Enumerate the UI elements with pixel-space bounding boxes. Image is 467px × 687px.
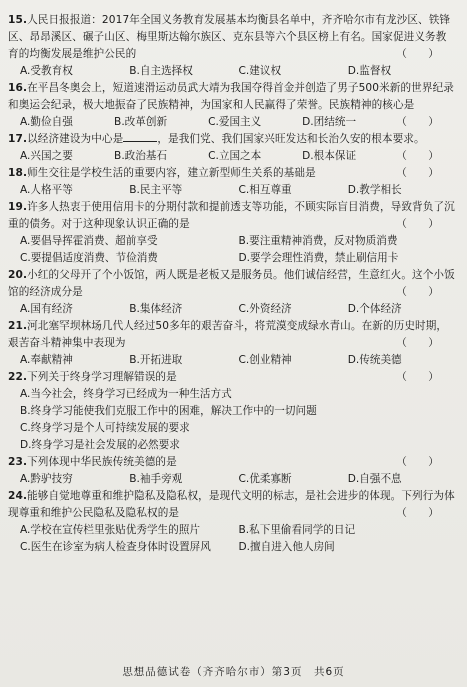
options	[8, 114, 396, 131]
answer-paren: （ ）	[396, 167, 439, 179]
option-a: A.勤俭自强	[20, 116, 73, 128]
option-a: A.当今社会，终身学习已经成为一种生活方式	[20, 388, 232, 400]
question-21	[8, 318, 457, 369]
question-19-stem: 19.许多人热衷于使用信用卡的分期付款和提前透支等功能，不顾实际盲目消费，导致背负了沉重的债务。对于这种现象认识正确的是 （ ）	[8, 199, 457, 233]
answer-paren: （ ）	[396, 337, 439, 349]
option-c: C.要提倡适度消费、节俭消费	[20, 252, 158, 264]
question-number: 17.	[8, 133, 28, 145]
option-d: D.自强不息	[347, 473, 402, 485]
question-16	[8, 80, 457, 131]
question-number: 15.	[8, 14, 28, 26]
option-a: A.国有经济	[20, 303, 73, 315]
option-b: B.私下里偷看同学的日记	[238, 524, 356, 536]
question-23	[8, 454, 457, 488]
answer-paren: （ ）	[396, 218, 439, 230]
question-24-stem: 24.能够自觉地尊重和维护隐私及隐私权，是现代文明的标志，是社会进步的体现。下列行为体现尊重和维护公民隐私及隐私权的是 （ ）	[8, 488, 457, 522]
question-number: 18.	[8, 167, 28, 179]
option-b: B.自主选择权	[129, 65, 193, 77]
options	[8, 182, 457, 199]
question-number: 20.	[8, 269, 28, 281]
option-b: B.集体经济	[129, 303, 183, 315]
answer-paren: （ ）	[396, 116, 439, 128]
option-c: C.相互尊重	[238, 184, 292, 196]
answer-paren: （ ）	[396, 150, 439, 162]
question-15	[8, 12, 457, 80]
option-c: C.外资经济	[238, 303, 292, 315]
question-number: 16.	[8, 82, 28, 94]
option-c: C.建议权	[238, 65, 282, 77]
question-22-stem: 22.下列关于终身学习理解错误的是 （ ）	[8, 369, 457, 386]
option-b: B.要注重精神消费，反对物质消费	[238, 235, 398, 247]
option-b: B.终身学习能使我们克服工作中的困难，解决工作中的一切问题	[20, 405, 317, 417]
option-c: C.爱国主义	[208, 116, 262, 128]
options	[8, 148, 396, 165]
option-a: A.人格平等	[20, 184, 73, 196]
question-22	[8, 369, 457, 454]
option-b: B.开拓进取	[129, 354, 183, 366]
options	[8, 352, 457, 369]
question-number: 21.	[8, 320, 28, 332]
option-a: A.学校在宣传栏里张贴优秀学生的照片	[20, 524, 200, 536]
option-c: C.终身学习是个人可持续发展的要求	[20, 422, 190, 434]
question-18	[8, 165, 457, 199]
option-d: D.要学会理性消费，禁止刷信用卡	[238, 252, 399, 264]
question-15-stem: 15.人民日报报道：2017年全国义务教育发展基本均衡县名单中，齐齐哈尔市有龙沙区、铁锋区、昂昂溪区、碾子山区、梅里斯达翰尔族区、克东县等六个县区榜上有名。国家促进义务教育的均衡发展是维护公民的 （ ）	[8, 12, 457, 63]
option-a: A.兴国之要	[20, 150, 73, 162]
options	[8, 63, 457, 80]
option-c: C.优柔寡断	[238, 473, 292, 485]
option-a: A.奉献精神	[20, 354, 73, 366]
question-20-stem: 20.小红的父母开了个小饭馆，两人既是老板又是服务员。他们诚信经营，生意红火。这个小饭馆的经济成分是 （ ）	[8, 267, 457, 301]
option-d: D.监督权	[347, 65, 392, 77]
option-d: D.个体经济	[347, 303, 402, 315]
option-d: D.传统美德	[347, 354, 402, 366]
option-a: A.黔驴技穷	[20, 473, 73, 485]
question-20	[8, 267, 457, 318]
option-d: D.根本保证	[302, 150, 357, 162]
question-19	[8, 199, 457, 267]
option-c: C.立国之本	[208, 150, 262, 162]
question-16-stem: 16.在平昌冬奥会上，短道速滑运动员武大靖为我国夺得首金并创造了男子500米新的世界纪录和奥运会纪录，极大地振奋了民族精神，为国家和人民赢得了荣誉。民族精神的核心是 （ ）	[8, 80, 457, 114]
fill-blank	[123, 131, 157, 142]
question-23-stem: 23.下列体现中华民族传统美德的是 （ ）	[8, 454, 457, 471]
option-b: B.袖手旁观	[129, 473, 183, 485]
option-b: B.民主平等	[129, 184, 183, 196]
options	[8, 301, 457, 318]
question-number: 22.	[8, 371, 28, 383]
question-18-stem: 18.师生交往是学校生活的重要内容，建立新型师生关系的基础是 （ ）	[8, 165, 457, 182]
answer-paren: （ ）	[396, 456, 439, 468]
question-number: 23.	[8, 456, 28, 468]
option-a: A.要倡导挥霍消费、超前享受	[20, 235, 158, 247]
options	[8, 233, 457, 267]
answer-paren: （ ）	[396, 286, 439, 298]
page-footer: 思想品德试卷（齐齐哈尔市）第3页 共6页	[122, 666, 345, 678]
option-b: B.政治基石	[114, 150, 168, 162]
option-d: D.教学相长	[347, 184, 402, 196]
answer-paren: （ ）	[396, 371, 439, 383]
question-24	[8, 488, 457, 556]
question-number: 19.	[8, 201, 28, 213]
options	[8, 471, 457, 488]
option-b: B.改革创新	[114, 116, 168, 128]
question-21-stem: 21.河北塞罕坝林场几代人经过50多年的艰苦奋斗，将荒漠变成绿水青山。在新的历史时期，艰苦奋斗精神集中表现为 （ ）	[8, 318, 457, 352]
options	[8, 386, 457, 454]
option-d: D.终身学习是社会发展的必然要求	[20, 439, 180, 451]
answer-paren: （ ）	[396, 48, 439, 60]
options	[8, 522, 457, 556]
question-17-stem: 17.以经济建设为中心是 ，是我们党、我们国家兴旺发达和长治久安的根本要求。 （ ）	[8, 131, 457, 148]
option-c: C.创业精神	[238, 354, 292, 366]
option-c: C.医生在诊室为病人检查身体时设置屏风	[20, 541, 211, 553]
option-a: A.受教育权	[20, 65, 73, 77]
question-number: 24.	[8, 490, 28, 502]
question-17	[8, 131, 457, 165]
option-d: D.团结统一	[302, 116, 357, 128]
option-d: D.擅自进入他人房间	[238, 541, 335, 553]
answer-paren: （ ）	[396, 507, 439, 519]
